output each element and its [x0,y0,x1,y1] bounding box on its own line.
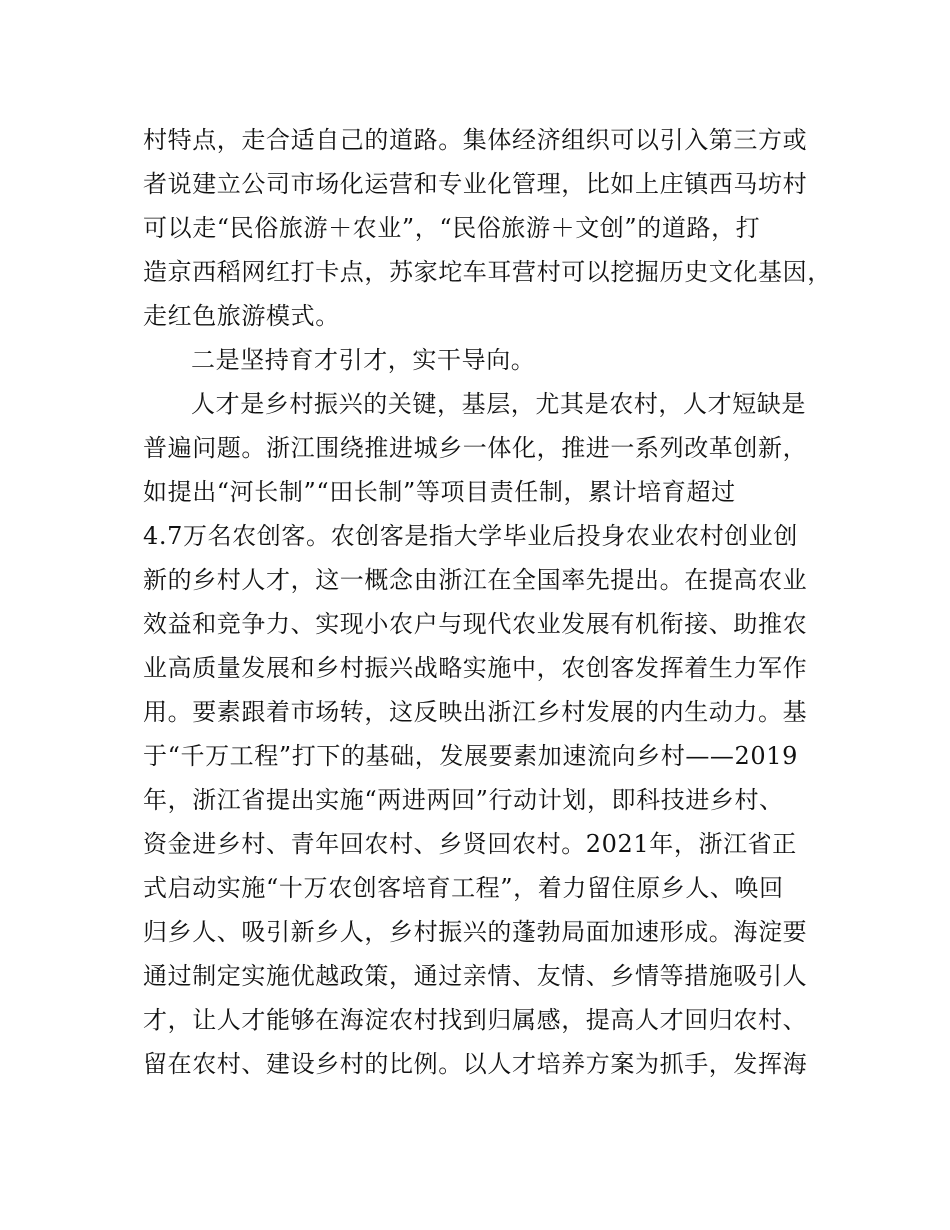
text-line: 通过制定实施优越政策，通过亲情、友情、乡情等措施吸引人 [143,962,808,990]
text-line: 人才是乡村振兴的关键，基层，尤其是农村，人才短缺是 [191,390,806,418]
text-line: 新的乡村人才，这一概念由浙江在全国率先提出。在提高农业 [143,566,808,594]
text-line: 4.7万名农创客。农创客是指大学毕业后投身农业农村创业创 [143,522,798,550]
section-heading: 二是坚持育才引才，实干导向。 [191,346,536,374]
text-line: 普遍问题。浙江围绕推进城乡一体化，推进一系列改革创新， [143,434,808,462]
text-line: 者说建立公司市场化运营和专业化管理，比如上庄镇西马坊村 [143,170,808,198]
text-line: 资金进乡村、青年回农村、乡贤回农村。2021年，浙江省正 [143,830,797,858]
text-line: 业高质量发展和乡村振兴战略实施中，农创客发挥着生力军作 [143,654,808,682]
document-body [143,118,833,1086]
text-line: 走红色旅游模式。 [143,302,340,330]
text-line: 式启动实施“十万农创客培育工程”，着力留住原乡人、唤回 [143,874,784,902]
text-line: 如提出“河长制”“田长制”等项目责任制，累计培育超过 [143,478,736,506]
text-line: 用。要素跟着市场转，这反映出浙江乡村发展的内生动力。基 [143,698,808,726]
text-line: 造京西稻网红打卡点，苏家坨车耳营村可以挖掘历史文化基因， [143,258,832,286]
text-line: 留在农村、建设乡村的比例。以人才培养方案为抓手，发挥海 [143,1050,808,1078]
text-line: 于“千万工程”打下的基础，发展要素加速流向乡村——2019 [143,742,799,770]
text-line: 归乡人、吸引新乡人，乡村振兴的蓬勃局面加速形成。海淀要 [143,918,808,946]
text-line: 可以走“民俗旅游＋农业”，“民俗旅游＋文创”的道路，打 [143,214,761,242]
text-line: 才，让人才能够在海淀农村找到归属感，提高人才回归农村、 [143,1006,808,1034]
text-line: 效益和竞争力、实现小农户与现代农业发展有机衔接、助推农 [143,610,808,638]
text-line: 年，浙江省提出实施“两进两回”行动计划，即科技进乡村、 [143,786,784,814]
text-line: 村特点，走合适自己的道路。集体经济组织可以引入第三方或 [143,126,808,154]
